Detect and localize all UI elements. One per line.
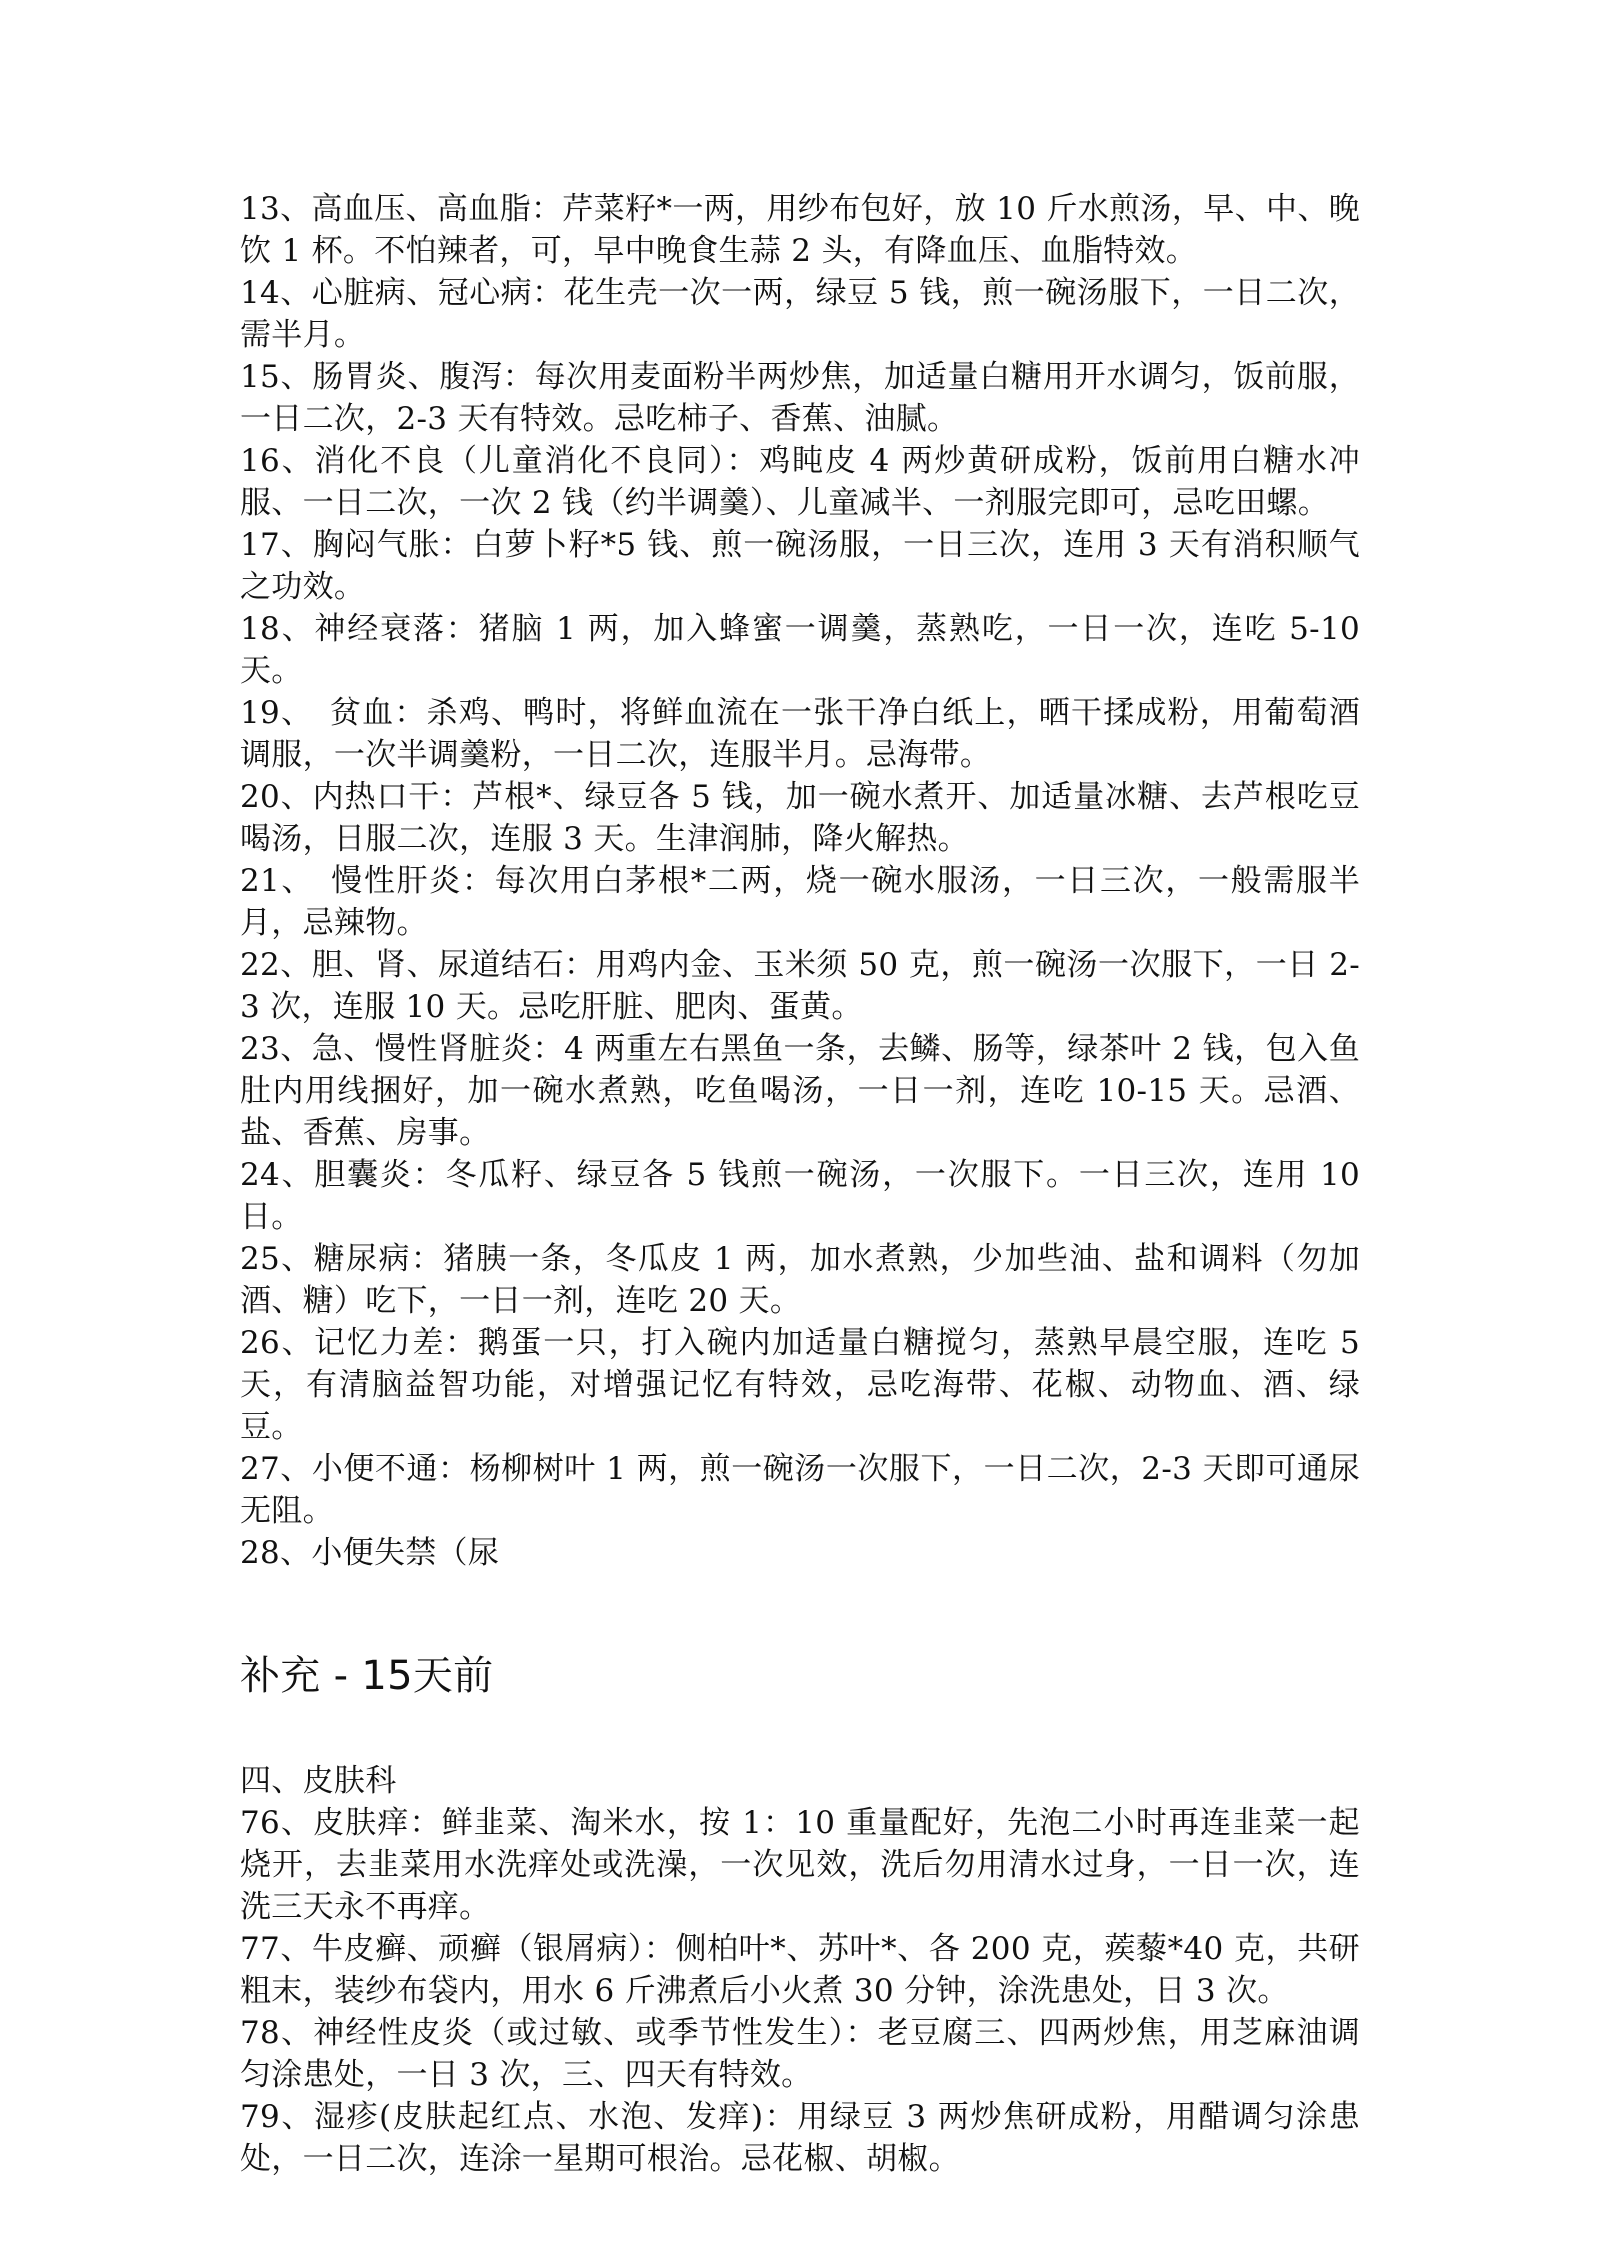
remedy-entry-14: 14、心脏病、冠心病：花生壳一次一两，绿豆 5 钱，煎一碗汤服下，一日二次，需半月。 <box>240 275 1360 353</box>
remedy-entry-26: 26、记忆力差：鹅蛋一只，打入碗内加适量白糖搅匀，蒸熟早晨空服，连吃 5 天，有清脑益智功能，对增强记忆有特效，忌吃海带、花椒、动物血、酒、绿豆。 <box>240 1325 1360 1445</box>
remedy-entry-28: 28、小便失禁（尿 <box>240 1535 500 1571</box>
remedy-entry-22: 22、胆、肾、尿道结石：用鸡内金、玉米须 50 克，煎一碗汤一次服下，一日 2-3 次，连服 10 天。忌吃肝脏、肥肉、蛋黄。 <box>240 947 1360 1025</box>
remedy-entry-16: 16、消化不良（儿童消化不良同）：鸡盹皮 4 两炒黄研成粉，饭前用白糖水冲服、一日二次，一次 2 钱（约半调羹）、儿童减半、一剂服完即可，忌吃田螺。 <box>240 443 1360 521</box>
remedy-entry-21: 21、 慢性肝炎：每次用白茅根*二两，烧一碗水服汤，一日三次，一般需服半月，忌辣物。 <box>240 863 1360 941</box>
remedy-entry-20: 20、内热口干：芦根*、绿豆各 5 钱，加一碗水煮开、加适量冰糖、去芦根吃豆喝汤，日服二次，连服 3 天。生津润肺，降火解热。 <box>240 779 1360 857</box>
remedy-entry-25: 25、糖尿病：猪胰一条，冬瓜皮 1 两，加水煮熟，少加些油、盐和调料（勿加酒、糖）吃下，一日一剂，连吃 20 天。 <box>240 1241 1360 1319</box>
remedy-entry-15: 15、肠胃炎、腹泻：每次用麦面粉半两炒焦，加适量白糖用开水调匀，饭前服，一日二次，2-3 天有特效。忌吃柿子、香蕉、油腻。 <box>240 359 1360 437</box>
document-page <box>240 188 1360 2180</box>
remedy-entry-27: 27、小便不通：杨柳树叶 1 两，煎一碗汤一次服下，一日二次，2-3 天即可通尿无阻。 <box>240 1451 1360 1529</box>
remedy-list-bottom <box>240 1802 1360 2180</box>
remedy-entry-17: 17、胸闷气胀：白萝卜籽*5 钱、煎一碗汤服，一日三次，连用 3 天有消积顺气之功效。 <box>240 527 1360 605</box>
remedy-entry-79: 79、湿疹(皮肤起红点、水泡、发痒)：用绿豆 3 两炒焦研成粉，用醋调匀涂患处，一日二次，连涂一星期可根治。忌花椒、胡椒。 <box>240 2099 1360 2177</box>
remedy-entry-76: 76、皮肤痒：鲜韭菜、淘米水，按 1：10 重量配好，先泡二小时再连韭菜一起烧开，去韭菜用水洗痒处或洗澡，一次见效，洗后勿用清水过身，一日一次，连洗三天永不再痒。 <box>240 1805 1360 1925</box>
remedy-entry-78: 78、神经性皮炎（或过敏、或季节性发生）：老豆腐三、四两炒焦，用芝麻油调匀涂患处，一日 3 次，三、四天有特效。 <box>240 2015 1360 2093</box>
remedy-list-top <box>240 188 1360 1574</box>
remedy-entry-13: 13、高血压、高血脂：芹菜籽*一两，用纱布包好，放 10 斤水煎汤，早、中、晚饮 1 杯。不怕辣者，可，早中晚食生蒜 2 头，有降血压、血脂特效。 <box>240 191 1360 269</box>
remedy-entry-24: 24、胆囊炎：冬瓜籽、绿豆各 5 钱煎一碗汤，一次服下。一日三次，连用 10 日。 <box>240 1157 1360 1235</box>
remedy-entry-23: 23、急、慢性肾脏炎：4 两重左右黑鱼一条，去鳞、肠等，绿茶叶 2 钱，包入鱼肚内用线捆好，加一碗水煮熟，吃鱼喝汤，一日一剂，连吃 10-15 天。忌酒、盐、香蕉、房事。 <box>240 1031 1360 1151</box>
section-label-dermatology: 四、皮肤科 <box>240 1763 397 1799</box>
remedy-entry-77: 77、牛皮癣、顽癣（银屑病）：侧柏叶*、苏叶*、各 200 克，蒺藜*40 克，共研粗末，装纱布袋内，用水 6 斤沸煮后小火煮 30 分钟，涂洗患处，日 3 次。 <box>240 1931 1360 2009</box>
remedy-entry-19: 19、 贫血：杀鸡、鸭时，将鲜血流在一张干净白纸上，晒干揉成粉，用葡萄酒调服，一次半调羹粉，一日二次，连服半月。忌海带。 <box>240 695 1360 773</box>
remedy-entry-18: 18、神经衰落：猪脑 1 两，加入蜂蜜一调羹，蒸熟吃，一日一次，连吃 5-10 天。 <box>240 611 1360 689</box>
supplement-heading: 补充 - 15天前 <box>240 1653 494 1699</box>
